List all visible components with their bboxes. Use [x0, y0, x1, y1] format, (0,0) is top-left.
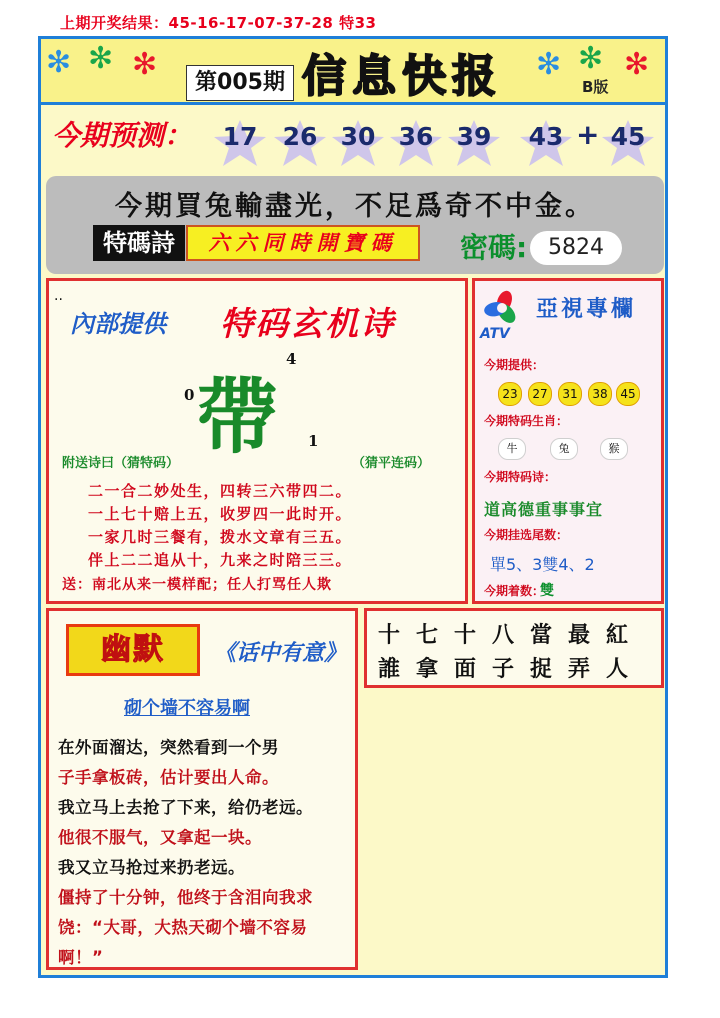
flower-icon: ✻ [536, 47, 562, 82]
tip-label: 今期着数： [484, 584, 545, 598]
atv-column-title: 亞視專欄 [536, 296, 637, 322]
prediction-number: 17 [222, 122, 258, 151]
number-ball: 27 [528, 382, 552, 406]
joke-line: 饶：“大哥，大热天砌个墙不容易 [58, 918, 308, 937]
zodiac-badge: 猴 [600, 438, 628, 460]
page-title: 信息快报 [302, 51, 502, 102]
humor-subtitle: 《话中有意》 [214, 641, 347, 666]
star-icon [598, 118, 658, 168]
star-icon [444, 118, 504, 168]
special-poem-text: 六六同時開寶碼 [186, 225, 420, 261]
joke-line: 我又立马抢过来扔老远。 [58, 858, 245, 877]
gloss-left: 附送诗曰（猜特码） [62, 456, 180, 471]
prediction-number: 30 [340, 122, 376, 151]
joke-line: 他很不服气，又拿起一块。 [58, 828, 262, 847]
atv-logo-text: ATV [480, 326, 510, 342]
flower-icon: ✻ [578, 41, 604, 76]
zodiac-label: 今期特码生肖： [484, 414, 569, 428]
riddle-poem-title: 特码玄机诗 [220, 304, 395, 343]
plus-sign: + [576, 118, 600, 151]
poem-line: 一上七十赔上五，收罗四一此时开。 [88, 505, 353, 523]
tail-value: 單5、3雙4、2 [490, 555, 595, 574]
joke-line: 在外面溜达，突然看到一个男 [58, 738, 279, 757]
star-icon [210, 118, 270, 168]
provide-label: 今期提供： [484, 358, 545, 372]
number-ball: 45 [616, 382, 640, 406]
number-ball: 38 [588, 382, 612, 406]
joke-line: 啊！” [58, 948, 104, 967]
star-icon [328, 118, 388, 168]
joke-title: 砌个墙不容易啊 [124, 698, 250, 719]
poem-line: 二一合二妙处生，四转三六带四二。 [88, 482, 353, 500]
number-ball: 23 [498, 382, 522, 406]
joke-line: 我立马上去抢了下来，给仍老远。 [58, 798, 313, 817]
joke-line: 僵持了十分钟，他终于含泪向我求 [58, 888, 313, 907]
secret-code-label: 密碼: [460, 231, 528, 264]
riddle-digit-top: 4 [286, 350, 297, 368]
header-divider [41, 102, 665, 105]
prediction-label: 今期预测： [52, 119, 193, 152]
special-poem-label: 特碼詩 [93, 225, 185, 261]
poem-footer: 送：南北从来一模样配；任人打骂任人欺 [62, 577, 332, 593]
zodiac-badge: 牛 [498, 438, 526, 460]
tail-label: 今期挂选尾数： [484, 528, 569, 542]
riddle-digit-left: 0 [184, 386, 195, 404]
flower-icon: ✻ [46, 45, 72, 80]
riddle-digit-bottom: 1 [308, 432, 319, 450]
gloss-right: （猜平连码） [352, 456, 431, 471]
flower-icon: ✻ [132, 47, 158, 82]
issue-number: 第005期 [186, 65, 294, 101]
zodiac-badge: 兔 [550, 438, 578, 460]
slogan-text: 今期買兔輸盡光，不足爲奇不中金。 [115, 191, 595, 222]
special-number: 45 [610, 122, 646, 151]
star-icon [270, 118, 330, 168]
prediction-number: 26 [282, 122, 318, 151]
secret-code-value: 5824 [530, 231, 622, 265]
prediction-number: 36 [398, 122, 434, 151]
prediction-number: 43 [528, 122, 564, 151]
joke-line: 子手拿板砖，估计要出人命。 [58, 768, 279, 787]
special-poem-label-right: 今期特码诗： [484, 470, 557, 484]
flower-icon: ✻ [624, 47, 650, 82]
special-poem-right: 道高德重事事宜 [484, 500, 604, 519]
verse-line-2: 誰拿面子捉弄人 [378, 656, 645, 682]
star-icon [516, 118, 576, 168]
star-icon [386, 118, 446, 168]
prediction-number: 39 [456, 122, 492, 151]
atv-logo-icon [482, 288, 522, 328]
tip-value: 雙 [540, 583, 554, 599]
poem-line: 伴上二二追从十，九来之时陪三三。 [88, 551, 353, 569]
poem-line: 一家几时三餐有，拨水文章有三五。 [88, 528, 353, 546]
panel-dots: .. [54, 288, 63, 304]
number-ball: 31 [558, 382, 582, 406]
flower-icon: ✻ [88, 41, 114, 76]
last-draw-result: 上期开奖结果：45-16-17-07-37-28 特33 [60, 14, 377, 32]
riddle-character: 帶 [196, 369, 279, 465]
internal-provide-label: 內部提供 [70, 310, 166, 338]
edition-label: B版 [582, 78, 609, 96]
humor-badge: 幽默 [66, 624, 200, 676]
verse-line-1: 十七十八當最紅 [378, 622, 645, 648]
